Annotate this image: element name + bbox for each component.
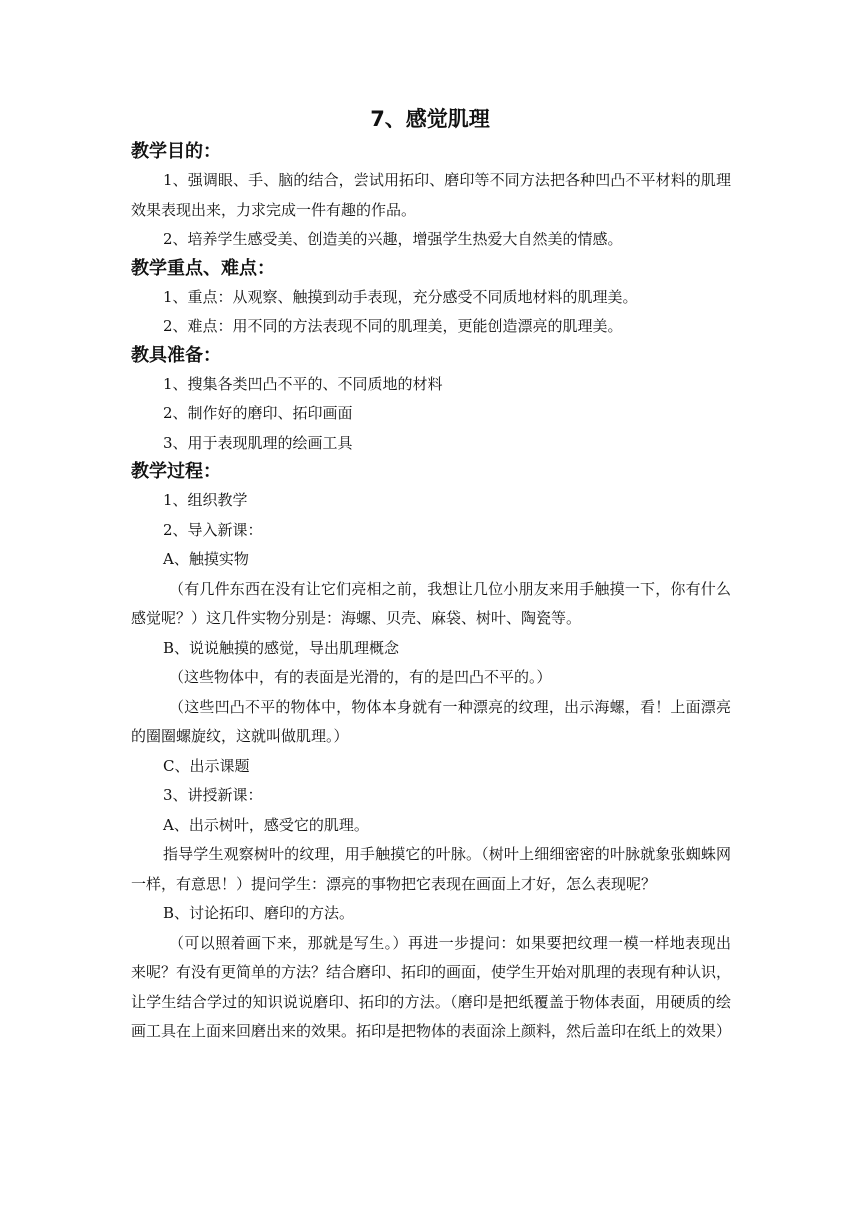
paragraph: 2、培养学生感受美、创造美的兴趣，增强学生热爱大自然美的情感。 [163, 230, 623, 248]
paragraph: 2、制作好的磨印、拓印画面 [163, 404, 353, 422]
paragraph: 1、强调眼、手、脑的结合，尝试用拓印、磨印等不同方法把各种凹凸不平材料的肌理效果表现出来，力求完成一件有趣的作品。 [131, 171, 731, 219]
section-heading: 教学过程： [131, 461, 221, 482]
section-heading: 教学重点、难点： [131, 257, 275, 279]
paragraph: 1、搜集各类凹凸不平的、不同质地的材料 [163, 374, 443, 393]
section-heading: 教学目的： [131, 141, 221, 162]
document-body [131, 138, 731, 1047]
section-key-points [131, 255, 731, 342]
section-heading: 教具准备： [131, 344, 221, 366]
document-title: 7、感觉肌理 [370, 107, 490, 131]
paragraph: （这些物体中，有的表面是光滑的，有的是凹凸不平的。） [169, 668, 552, 686]
paragraph: C、出示课题 [163, 756, 250, 775]
paragraph: （有几件东西在没有让它们亮相之前，我想让几位小朋友来用手触摸一下，你有什么感觉呢？）这几件实物分别是：海螺、贝壳、麻袋、树叶、陶瓷等。 [131, 579, 731, 627]
section-teaching-process [131, 458, 731, 1047]
section-teaching-goals [131, 138, 731, 255]
paragraph: 3、用于表现肌理的绘画工具 [163, 433, 353, 452]
paragraph: 指导学生观察树叶的纹理，用手触摸它的叶脉。（树叶上细细密密的叶脉就象张蜘蛛网一样，有意思！）提问学生：漂亮的事物把它表现在画面上才好，怎么表现呢？ [131, 845, 731, 893]
paragraph: B、说说触摸的感觉，导出肌理概念 [163, 638, 400, 657]
paragraph: 2、难点：用不同的方法表现不同的肌理美，更能创造漂亮的肌理美。 [163, 317, 623, 335]
paragraph: A、出示树叶，感受它的肌理。 [163, 815, 369, 834]
section-teaching-aids [131, 342, 731, 459]
paragraph: （可以照着画下来，那就是写生。）再进一步提问：如果要把纹理一模一样地表现出来呢？有没有更简单的方法？结合磨印、拓印的画面，使学生开始对肌理的表现有种认识，让学生结合学过的知识说说磨印、拓印的方法。（磨印是把纸覆盖于物体表面，用硬质的绘画工具在上面来回磨出来的效果。拓印是把物体的表面涂上颜料，然后盖印在纸上的效果） [131, 933, 732, 1040]
paragraph: （这些凹凸不平的物体中，物体本身就有一种漂亮的纹理，出示海螺，看！上面漂亮的圈圈螺旋纹，这就叫做肌理。） [131, 697, 731, 745]
paragraph: 1、重点：从观察、触摸到动手表现，充分感受不同质地材料的肌理美。 [163, 287, 638, 306]
paragraph: 3、讲授新课： [163, 786, 263, 804]
paragraph: 1、组织教学 [163, 491, 248, 509]
paragraph: 2、导入新课： [163, 520, 263, 539]
paragraph: A、触摸实物 [163, 550, 249, 568]
paragraph: B、讨论拓印、磨印的方法。 [163, 904, 355, 922]
